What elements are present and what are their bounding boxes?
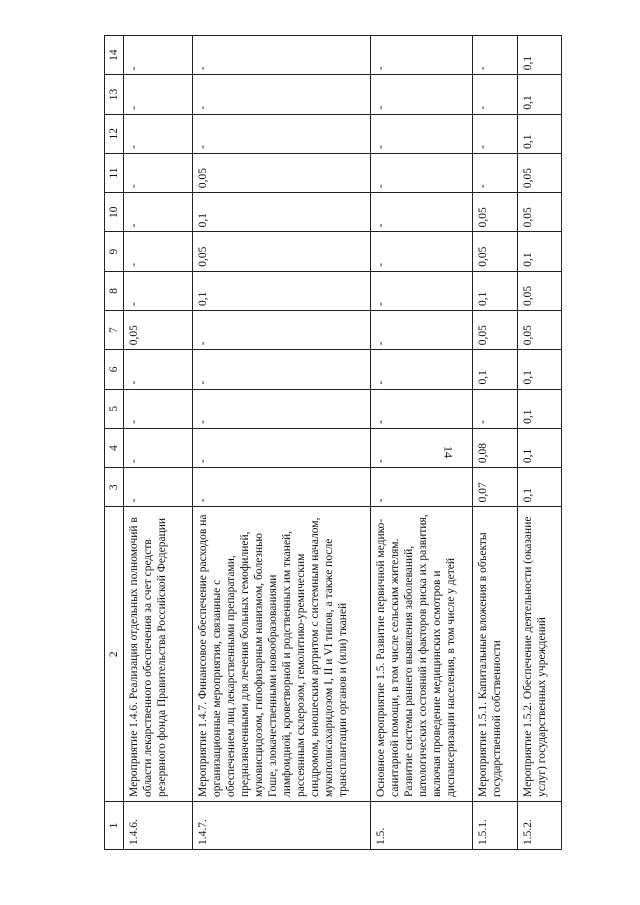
row-number: 1.4.6.: [124, 802, 193, 850]
value-cell: 0,05: [517, 153, 561, 192]
value-cell: -: [371, 153, 473, 192]
value-cell: -: [371, 428, 473, 467]
row-number: 1.5.2.: [517, 802, 561, 850]
value-cell: -: [124, 36, 193, 75]
value-cell: 0,1: [473, 271, 517, 310]
value-cell: -: [371, 75, 473, 114]
value-cell: -: [124, 114, 193, 153]
value-cell: -: [371, 468, 473, 507]
program-measures-table: [104, 35, 562, 850]
header-cell: 4: [105, 428, 124, 467]
value-cell: -: [473, 389, 517, 428]
value-cell: 0,1: [517, 36, 561, 75]
value-cell: 0,05: [473, 310, 517, 349]
table-row-1-4-7: [192, 36, 371, 850]
value-cell: 0,1: [192, 193, 371, 232]
header-cell: 13: [105, 75, 124, 114]
value-cell: -: [192, 389, 371, 428]
value-cell: -: [192, 428, 371, 467]
value-cell: 0,05: [473, 232, 517, 271]
value-cell: -: [371, 193, 473, 232]
row-description: Основное мероприятие 1.5. Развитие первичной медико-санитарной помощи, в том числе сельским жителям. Развитие системы раннего выявления заболеваний, патологических состояний и факторов риска их развития, включая проведение медицинских осмотров и диспансеризации населения, в том числе у детей: [371, 507, 473, 802]
row-description: Мероприятие 1.4.7. Финансовое обеспечение расходов на организационные мероприятия, связанные с обеспечением лиц лекарственными препаратами, предназначенными для лечения больных гемофилией, муковисцидозом, гипофизарным нанизмом, болезнью Гоше, злокачественными новообразованиями лимфоидной, кроветворной и родственных им тканей, рассеянным склерозом, гемолитико-уремическим синдромом, юношеским артритом с системным началом, мукополисахаридозом I, II и VI типов, а также после трансплантации органов и (или) тканей: [192, 507, 371, 802]
rotated-table-container: [104, 35, 562, 850]
value-cell: -: [371, 271, 473, 310]
header-cell: 1: [105, 802, 124, 850]
value-cell: 0,1: [517, 468, 561, 507]
header-cell: 5: [105, 389, 124, 428]
table-row-1-4-6: [124, 36, 193, 850]
row-description: Мероприятие 1.5.2. Обеспечение деятельности (оказание услуг) государственных учреждений: [517, 507, 561, 802]
value-cell: -: [371, 389, 473, 428]
header-cell: 3: [105, 468, 124, 507]
value-cell: 0,1: [517, 428, 561, 467]
value-cell: -: [124, 75, 193, 114]
value-cell: -: [371, 310, 473, 349]
row-description: Мероприятие 1.5.1. Капитальные вложения в объекты государственной собственности: [473, 507, 517, 802]
value-cell: 0,05: [517, 271, 561, 310]
value-cell: 0,1: [517, 389, 561, 428]
value-cell: -: [124, 350, 193, 389]
value-cell: 0,05: [192, 153, 371, 192]
value-cell: -: [473, 153, 517, 192]
value-cell: 0,07: [473, 468, 517, 507]
value-cell: 0,1: [517, 350, 561, 389]
header-cell: 7: [105, 310, 124, 349]
table-row-1-5-1: [473, 36, 517, 850]
page-number: 14: [441, 446, 456, 458]
value-cell: -: [473, 75, 517, 114]
row-number: 1.5.1.: [473, 802, 517, 850]
value-cell: 0,1: [517, 114, 561, 153]
value-cell: -: [473, 114, 517, 153]
value-cell: 0,1: [192, 271, 371, 310]
header-cell: 6: [105, 350, 124, 389]
value-cell: -: [192, 350, 371, 389]
value-cell: 0,05: [473, 193, 517, 232]
value-cell: -: [124, 153, 193, 192]
value-cell: -: [371, 232, 473, 271]
table-row-1-5: [371, 36, 473, 850]
value-cell: -: [124, 193, 193, 232]
value-cell: -: [124, 232, 193, 271]
value-cell: -: [192, 468, 371, 507]
table-header-row: [105, 36, 124, 850]
value-cell: 0,05: [517, 193, 561, 232]
value-cell: -: [124, 428, 193, 467]
value-cell: -: [192, 114, 371, 153]
value-cell: 0,1: [473, 350, 517, 389]
header-cell: 12: [105, 114, 124, 153]
value-cell: -: [124, 468, 193, 507]
value-cell: 0,05: [517, 310, 561, 349]
table-row-1-5-2: [517, 36, 561, 850]
value-cell: -: [192, 75, 371, 114]
header-cell: 14: [105, 36, 124, 75]
value-cell: 0,1: [517, 232, 561, 271]
row-number: 1.5.: [371, 802, 473, 850]
row-description: Мероприятие 1.4.6. Реализация отдельных полномочий в области лекарственного обеспечения за счет средств резервного фонда Правительства Российской Федерации: [124, 507, 193, 802]
value-cell: 0,08: [473, 428, 517, 467]
header-cell: 9: [105, 232, 124, 271]
value-cell: 0,05: [192, 232, 371, 271]
value-cell: -: [371, 350, 473, 389]
header-cell: 8: [105, 271, 124, 310]
header-cell: 2: [105, 507, 124, 802]
row-number: 1.4.7.: [192, 802, 371, 850]
value-cell: 0,1: [517, 75, 561, 114]
value-cell: -: [124, 271, 193, 310]
value-cell: -: [371, 114, 473, 153]
value-cell: -: [192, 310, 371, 349]
value-cell: -: [192, 36, 371, 75]
header-cell: 10: [105, 193, 124, 232]
value-cell: -: [371, 36, 473, 75]
value-cell: -: [473, 36, 517, 75]
value-cell: -: [124, 389, 193, 428]
value-cell: 0,05: [124, 310, 193, 349]
header-cell: 11: [105, 153, 124, 192]
